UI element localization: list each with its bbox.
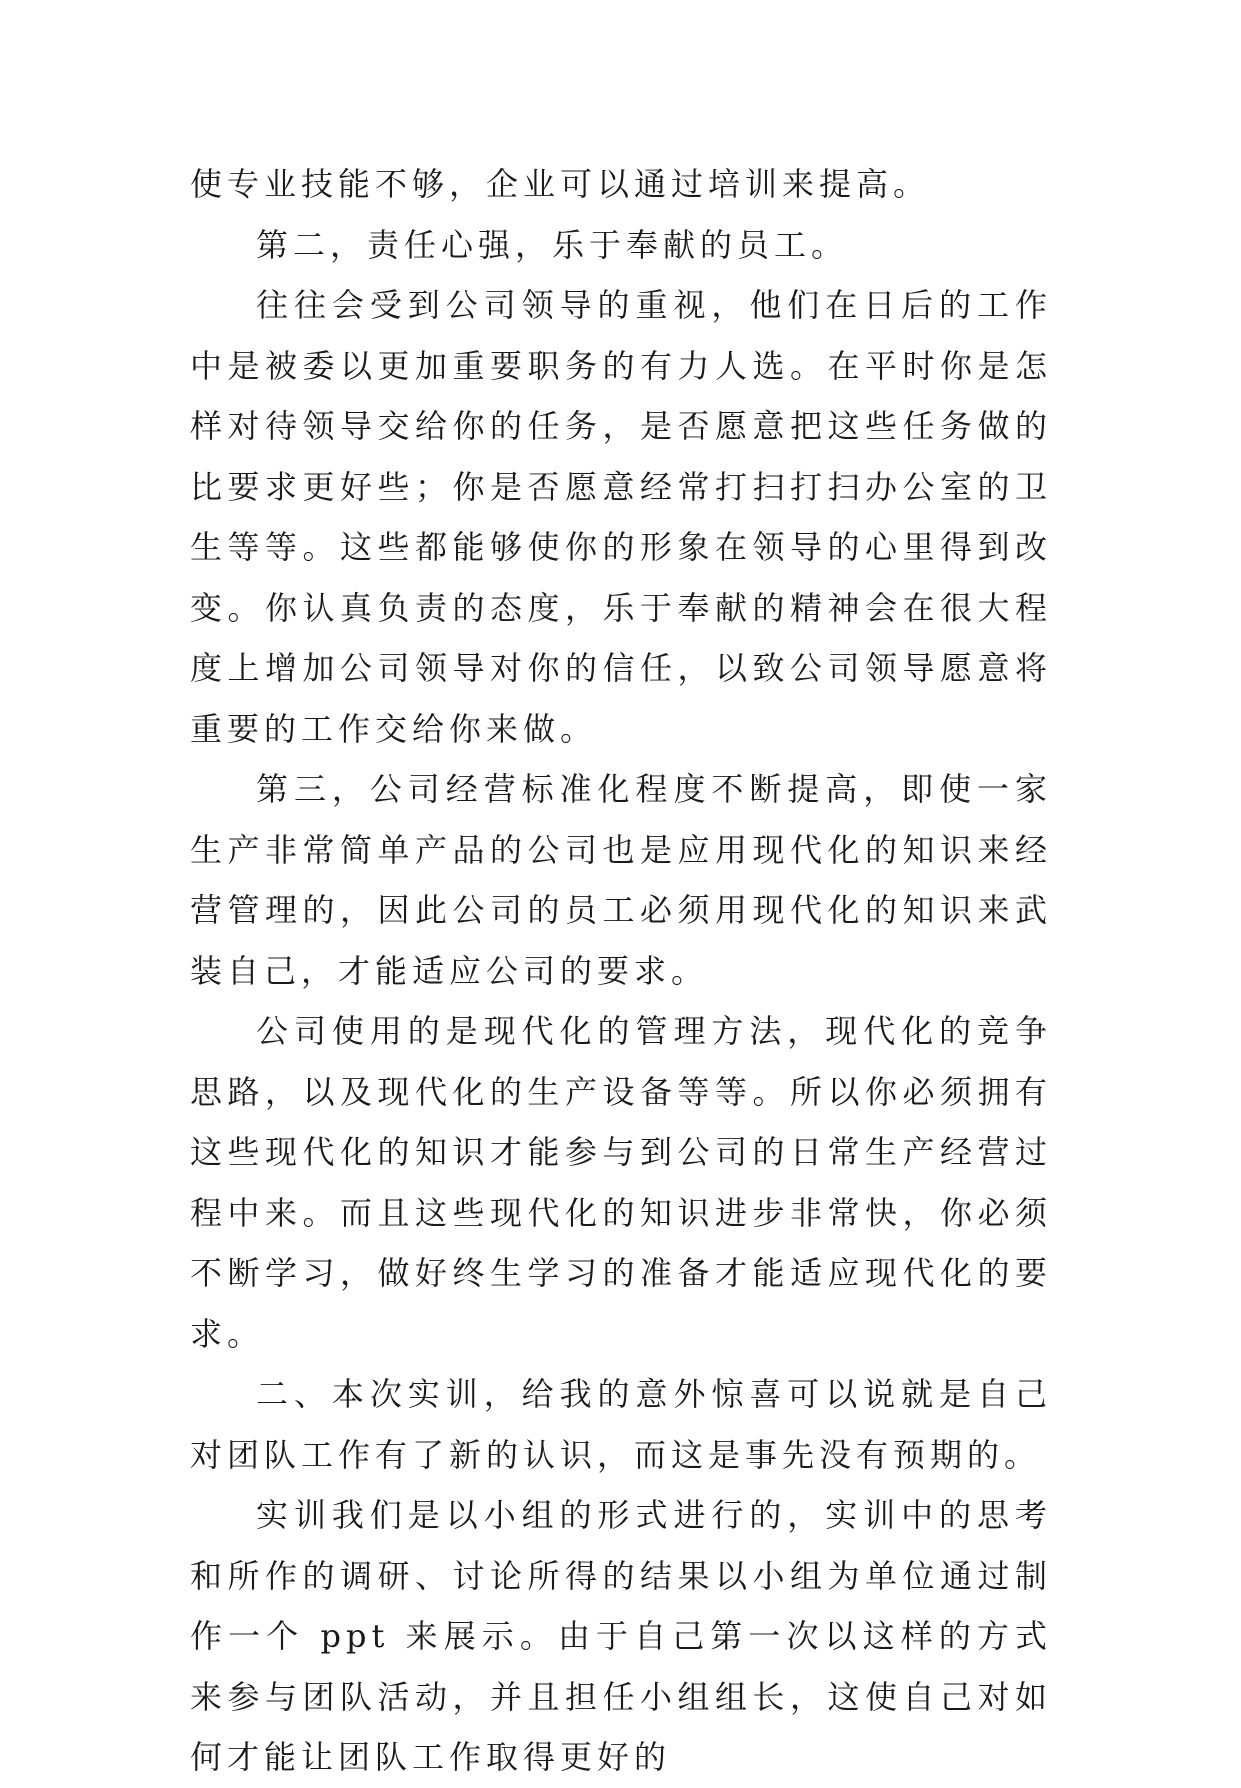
paragraph-3: 往往会受到公司领导的重视，他们在日后的工作中是被委以更加重要职务的有力人选。在平时你是怎样对待领导交给你的任务，是否愿意把这些任务做的比要求更好些；你是否愿意经常打扫打扫办公室的卫生等等。这些都能够使你的形象在领导的心里得到改变。你认真负责的态度，乐于奉献的精神会在很大程度上增加公司领导对你的信任，以致公司领导愿意将重要的工作交给你来做。 (190, 286, 1052, 748)
paragraph-5: 公司使用的是现代化的管理方法，现代化的竞争思路，以及现代化的生产设备等等。所以你必须拥有这些现代化的知识才能参与到公司的日常生产经营过程中来。而且这些现代化的知识进步非常快，你必须不断学习，做好终生学习的准备才能适应现代化的要求。 (190, 1012, 1052, 1353)
paragraph-2: 第二，责任心强，乐于奉献的员工。 (256, 225, 849, 264)
body-text (190, 154, 1052, 1788)
paragraph-1: 使专业技能不够，企业可以通过培训来提高。 (190, 165, 931, 203)
paragraph-6: 二、本次实训，给我的意外惊喜可以说就是自己对团队工作有了新的认识，而这是事先没有预期的。 (190, 1375, 1052, 1474)
paragraph-7: 实训我们是以小组的形式进行的，实训中的思考和所作的调研、讨论所得的结果以小组为单位通过制作一个 ppt 来展示。由于自己第一次以这样的方式来参与团队活动，并且担任小组组长，这使自己对如何才能让团队工作取得更好的 (190, 1496, 1052, 1776)
paragraph-4: 第三，公司经营标准化程度不断提高，即使一家生产非常简单产品的公司也是应用现代化的知识来经营管理的，因此公司的员工必须用现代化的知识来武装自己，才能适应公司的要求。 (190, 770, 1052, 990)
